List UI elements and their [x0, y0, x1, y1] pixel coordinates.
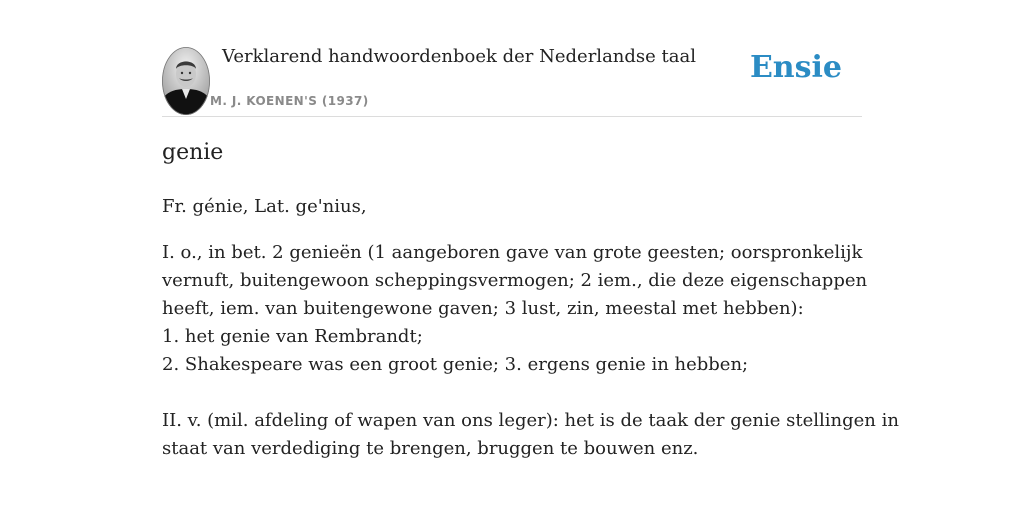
definition-line: heeft, iem. van buitengewone gaven; 3 lust, zin, meestal met hebben):: [162, 298, 804, 319]
definition-line: 1. het genie van Rembrandt;: [162, 326, 423, 347]
page-container: [162, 0, 899, 459]
entry-headword: genie: [162, 140, 224, 165]
definition-line: vernuft, buitengewoon scheppingsvermogen; 2 iem., die deze eigenschappen: [162, 270, 868, 291]
dictionary-header: [162, 0, 862, 117]
definition-line: II. v. (mil. afdeling of wapen van ons leger): het is de taak der genie stellingen in: [162, 410, 899, 431]
entry-definition: [162, 239, 899, 463]
definition-line: I. o., in bet. 2 genieën (1 aangeboren gave van grote geesten; oorspronkelijk: [162, 242, 863, 263]
entry-etymology: Fr. génie, Lat. ge'nius,: [162, 196, 367, 217]
definition-line: 2. Shakespeare was een groot genie; 3. ergens genie in hebben;: [162, 354, 749, 375]
author-portrait-icon[interactable]: [162, 47, 210, 115]
definition-line: staat van verdediging te brengen, bruggen te bouwen enz.: [162, 438, 699, 459]
definition-spacer: [162, 379, 862, 407]
book-title-link[interactable]: Verklarend handwoordenboek der Nederlandse taal: [222, 46, 696, 67]
book-subtitle: M. J. KOENEN'S (1937): [210, 94, 369, 108]
brand-logo-link[interactable]: Ensie: [749, 50, 842, 85]
